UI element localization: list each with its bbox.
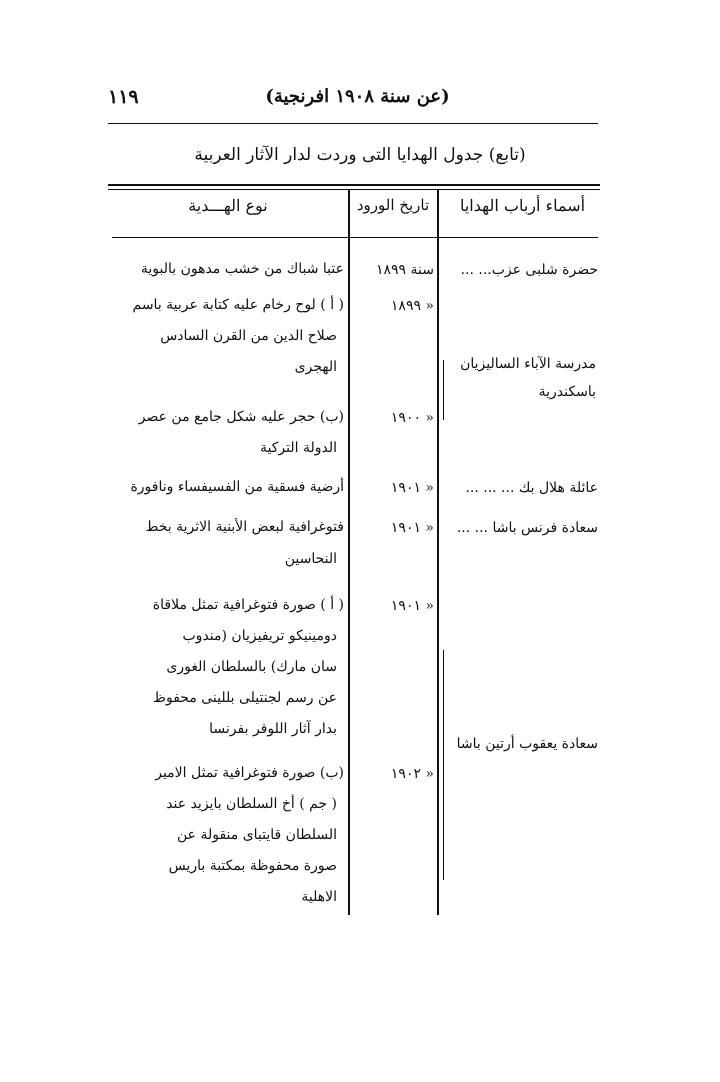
row-date-0: سنة ١٨٩٩ [376,262,434,278]
row-date-4: « ١٩٠١ [390,520,434,536]
row-name-0: حضرة شلبى عزب... ... [460,262,598,278]
header-rule [108,123,598,124]
row-type-6-line-2: السلطان قايتباى منقولة عن [176,827,337,843]
row-type-0: عتبا شباك من خشب مدهون بالبوية [140,261,344,277]
row-type-5-line-1: دومينيكو تريفيزيان (مندوب [182,628,337,644]
column-divider-left [348,190,350,915]
row-type-6-line-3: صورة محفوظة بمكتبة باريس [168,858,337,874]
row-type-5-line-2: سان مارك) بالسلطان الغورى [166,659,337,675]
row-type-2-line-1: الدولة التركية [260,440,337,456]
row-date-1: « ١٨٩٩ [390,298,434,314]
page-number: ١١٩ [108,86,139,108]
row-type-2-line-0: (ب) حجر عليه شكل جامع من عصر [138,409,344,425]
table-title: (تابع) جدول الهدايا التى وردت لدار الآثار العربية [194,145,526,165]
row-date-6: « ١٩٠٢ [390,766,434,782]
column-header-rule [112,237,598,238]
table-top-rule-2 [108,189,600,190]
row-type-1-line-1: صلاح الدين من القرن السادس [160,328,337,344]
row-date-3: « ١٩٠١ [390,480,434,496]
row-type-4-line-0: فتوغرافية لبعض الأبنية الاثرية بخط [145,519,344,535]
row-name-4: سعادة فرنس باشا ... ... [456,520,598,536]
row-type-5-line-4: بدار آثار اللوفر بفرنسا [209,721,337,737]
row-type-5-line-0: ( أ ) صورة فتوغرافية تمثل ملاقاة [152,597,344,613]
column-header-names: أسماء أرباب الهدايا [459,196,586,215]
row-type-1-line-2: الهجرى [294,359,337,375]
row-name-1: مدرسة الآباء الساليزيان باسكندرية [460,356,596,400]
column-header-type: نوع الهـــدية [188,196,268,215]
table-top-rule [108,184,600,186]
page-header-title: (عن سنة ١٩٠٨ افرنجية) [265,86,450,107]
brace-line-2 [443,650,444,880]
brace-line [443,360,444,420]
column-header-date: تاريخ الورود [356,196,430,214]
row-name-3: عائلة هلال بك ... ... ... [465,480,598,496]
row-type-3: أرضية فسقية من الفسيفساء ونافورة [130,479,344,495]
row-type-6-line-1: ( جم ) أخ السلطان بايزيد عند [166,796,337,812]
row-type-5-line-3: عن رسم لجنتيلى بللينى محفوظ [153,690,337,706]
row-type-6-line-4: الاهلية [301,889,337,905]
row-type-6-line-0: (ب) صورة فتوغرافية تمثل الامير [155,765,344,781]
row-type-1-line-0: ( أ ) لوح رخام عليه كتابة عربية باسم [132,297,344,313]
row-type-4-line-1: النحاسين [284,551,337,567]
row-name-5: سعادة يعقوب أرتين باشا [456,736,598,752]
row-date-2: « ١٩٠٠ [390,410,434,426]
row-date-5: « ١٩٠١ [390,598,434,614]
column-divider-right [437,190,439,915]
